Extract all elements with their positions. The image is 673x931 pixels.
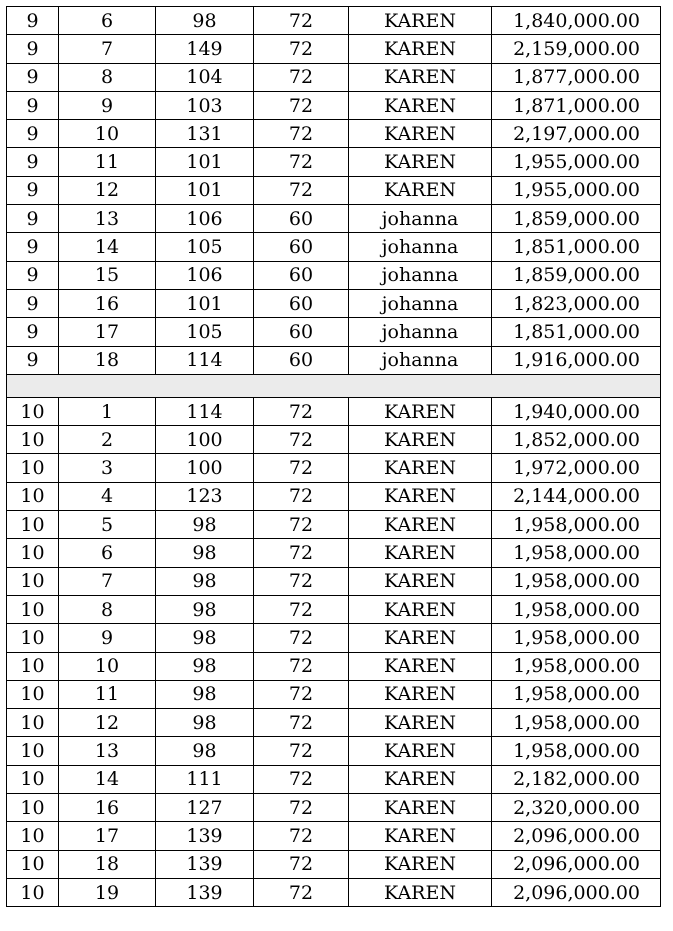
table-row	[7, 765, 661, 793]
amount-cell: 1,958,000.00	[492, 539, 661, 567]
amount-cell: 1,916,000.00	[492, 346, 661, 374]
amount-cell: 2,197,000.00	[492, 120, 661, 148]
col2-cell: 7	[59, 567, 156, 595]
table-row	[7, 454, 661, 482]
name-cell: KAREN	[349, 822, 492, 850]
col2-cell: 12	[59, 709, 156, 737]
col3-cell: 98	[156, 595, 254, 623]
col4-cell: 60	[254, 289, 349, 317]
name-cell: KAREN	[349, 567, 492, 595]
amount-cell: 1,851,000.00	[492, 233, 661, 261]
col4-cell: 72	[254, 7, 349, 35]
col3-cell: 131	[156, 120, 254, 148]
col4-cell: 60	[254, 233, 349, 261]
col2-cell: 1	[59, 397, 156, 425]
col4-cell: 72	[254, 91, 349, 119]
col4-cell: 72	[254, 426, 349, 454]
group-separator	[7, 374, 661, 397]
col2-cell: 6	[59, 7, 156, 35]
col1-cell: 10	[7, 539, 59, 567]
col2-cell: 8	[59, 63, 156, 91]
col2-cell: 3	[59, 454, 156, 482]
col3-cell: 111	[156, 765, 254, 793]
col1-cell: 10	[7, 426, 59, 454]
amount-cell: 1,851,000.00	[492, 318, 661, 346]
col2-cell: 2	[59, 426, 156, 454]
col2-cell: 16	[59, 794, 156, 822]
name-cell: KAREN	[349, 454, 492, 482]
col2-cell: 6	[59, 539, 156, 567]
name-cell: KAREN	[349, 624, 492, 652]
col4-cell: 72	[254, 624, 349, 652]
name-cell: KAREN	[349, 794, 492, 822]
col4-cell: 60	[254, 205, 349, 233]
amount-cell: 2,320,000.00	[492, 794, 661, 822]
amount-cell: 1,955,000.00	[492, 176, 661, 204]
col4-cell: 60	[254, 318, 349, 346]
col2-cell: 10	[59, 652, 156, 680]
col2-cell: 9	[59, 91, 156, 119]
amount-cell: 1,958,000.00	[492, 680, 661, 708]
amount-cell: 1,958,000.00	[492, 652, 661, 680]
col4-cell: 72	[254, 482, 349, 510]
amount-cell: 1,958,000.00	[492, 737, 661, 765]
col1-cell: 10	[7, 680, 59, 708]
col4-cell: 72	[254, 63, 349, 91]
col3-cell: 98	[156, 511, 254, 539]
col4-cell: 72	[254, 148, 349, 176]
table-row	[7, 176, 661, 204]
table-row	[7, 850, 661, 878]
col3-cell: 98	[156, 567, 254, 595]
col1-cell: 9	[7, 346, 59, 374]
col2-cell: 13	[59, 737, 156, 765]
col2-cell: 19	[59, 878, 156, 906]
col3-cell: 103	[156, 91, 254, 119]
col4-cell: 72	[254, 652, 349, 680]
col4-cell: 72	[254, 176, 349, 204]
group-separator-row	[7, 374, 661, 397]
col3-cell: 101	[156, 148, 254, 176]
amount-cell: 2,096,000.00	[492, 850, 661, 878]
amount-cell: 2,096,000.00	[492, 878, 661, 906]
col1-cell: 10	[7, 624, 59, 652]
table-row	[7, 878, 661, 906]
table-row	[7, 652, 661, 680]
col2-cell: 18	[59, 850, 156, 878]
col2-cell: 17	[59, 822, 156, 850]
col1-cell: 10	[7, 567, 59, 595]
col3-cell: 98	[156, 7, 254, 35]
col1-cell: 10	[7, 765, 59, 793]
col3-cell: 123	[156, 482, 254, 510]
col2-cell: 16	[59, 289, 156, 317]
amount-cell: 1,958,000.00	[492, 567, 661, 595]
col2-cell: 12	[59, 176, 156, 204]
col3-cell: 149	[156, 35, 254, 63]
name-cell: KAREN	[349, 91, 492, 119]
col2-cell: 14	[59, 233, 156, 261]
table-row	[7, 63, 661, 91]
name-cell: KAREN	[349, 426, 492, 454]
col1-cell: 10	[7, 737, 59, 765]
col3-cell: 139	[156, 878, 254, 906]
name-cell: KAREN	[349, 120, 492, 148]
col3-cell: 127	[156, 794, 254, 822]
table-row	[7, 822, 661, 850]
col3-cell: 114	[156, 346, 254, 374]
table-row	[7, 346, 661, 374]
amount-cell: 1,871,000.00	[492, 91, 661, 119]
amount-cell: 2,144,000.00	[492, 482, 661, 510]
table-row	[7, 567, 661, 595]
name-cell: johanna	[349, 318, 492, 346]
table-row	[7, 680, 661, 708]
col3-cell: 104	[156, 63, 254, 91]
col3-cell: 98	[156, 652, 254, 680]
amount-cell: 1,972,000.00	[492, 454, 661, 482]
table-row	[7, 709, 661, 737]
amount-cell: 1,940,000.00	[492, 397, 661, 425]
name-cell: KAREN	[349, 737, 492, 765]
name-cell: KAREN	[349, 511, 492, 539]
col4-cell: 72	[254, 454, 349, 482]
col4-cell: 72	[254, 680, 349, 708]
col1-cell: 10	[7, 454, 59, 482]
name-cell: KAREN	[349, 176, 492, 204]
amount-cell: 1,958,000.00	[492, 511, 661, 539]
col1-cell: 9	[7, 63, 59, 91]
table-row	[7, 120, 661, 148]
amount-cell: 2,182,000.00	[492, 765, 661, 793]
amount-cell: 1,958,000.00	[492, 709, 661, 737]
table-row	[7, 624, 661, 652]
name-cell: KAREN	[349, 878, 492, 906]
col1-cell: 9	[7, 91, 59, 119]
col1-cell: 9	[7, 176, 59, 204]
name-cell: KAREN	[349, 709, 492, 737]
col1-cell: 9	[7, 7, 59, 35]
name-cell: johanna	[349, 205, 492, 233]
table-row	[7, 205, 661, 233]
col1-cell: 10	[7, 794, 59, 822]
name-cell: KAREN	[349, 652, 492, 680]
name-cell: johanna	[349, 289, 492, 317]
col1-cell: 10	[7, 482, 59, 510]
col4-cell: 72	[254, 709, 349, 737]
name-cell: KAREN	[349, 482, 492, 510]
col3-cell: 106	[156, 205, 254, 233]
table-row	[7, 261, 661, 289]
amount-cell: 1,859,000.00	[492, 261, 661, 289]
col1-cell: 10	[7, 709, 59, 737]
name-cell: KAREN	[349, 7, 492, 35]
table-row	[7, 737, 661, 765]
col4-cell: 60	[254, 346, 349, 374]
col3-cell: 98	[156, 680, 254, 708]
col4-cell: 72	[254, 539, 349, 567]
col2-cell: 14	[59, 765, 156, 793]
col1-cell: 9	[7, 205, 59, 233]
col2-cell: 9	[59, 624, 156, 652]
col3-cell: 139	[156, 850, 254, 878]
col3-cell: 114	[156, 397, 254, 425]
col3-cell: 98	[156, 709, 254, 737]
name-cell: KAREN	[349, 539, 492, 567]
col3-cell: 101	[156, 176, 254, 204]
col1-cell: 10	[7, 850, 59, 878]
col1-cell: 9	[7, 318, 59, 346]
col1-cell: 10	[7, 822, 59, 850]
col3-cell: 101	[156, 289, 254, 317]
amount-cell: 1,877,000.00	[492, 63, 661, 91]
col1-cell: 9	[7, 233, 59, 261]
name-cell: johanna	[349, 233, 492, 261]
col1-cell: 9	[7, 289, 59, 317]
table-row	[7, 233, 661, 261]
col4-cell: 72	[254, 511, 349, 539]
name-cell: KAREN	[349, 35, 492, 63]
name-cell: johanna	[349, 261, 492, 289]
col4-cell: 72	[254, 567, 349, 595]
table-body	[7, 7, 661, 907]
table-row	[7, 595, 661, 623]
col4-cell: 72	[254, 850, 349, 878]
col4-cell: 60	[254, 261, 349, 289]
name-cell: KAREN	[349, 397, 492, 425]
col1-cell: 9	[7, 120, 59, 148]
col4-cell: 72	[254, 595, 349, 623]
table-row	[7, 318, 661, 346]
table-row	[7, 539, 661, 567]
table-row	[7, 148, 661, 176]
col3-cell: 98	[156, 539, 254, 567]
col2-cell: 4	[59, 482, 156, 510]
col4-cell: 72	[254, 822, 349, 850]
col4-cell: 72	[254, 35, 349, 63]
table-row	[7, 91, 661, 119]
col3-cell: 139	[156, 822, 254, 850]
amount-cell: 1,823,000.00	[492, 289, 661, 317]
col1-cell: 10	[7, 511, 59, 539]
col1-cell: 9	[7, 35, 59, 63]
amount-cell: 1,852,000.00	[492, 426, 661, 454]
col3-cell: 105	[156, 318, 254, 346]
col3-cell: 105	[156, 233, 254, 261]
table-row	[7, 7, 661, 35]
table-row	[7, 794, 661, 822]
col1-cell: 10	[7, 878, 59, 906]
name-cell: KAREN	[349, 850, 492, 878]
amount-cell: 2,096,000.00	[492, 822, 661, 850]
col1-cell: 9	[7, 261, 59, 289]
table-row	[7, 426, 661, 454]
amount-cell: 1,958,000.00	[492, 595, 661, 623]
col4-cell: 72	[254, 794, 349, 822]
name-cell: KAREN	[349, 595, 492, 623]
col2-cell: 11	[59, 680, 156, 708]
col3-cell: 100	[156, 454, 254, 482]
col1-cell: 10	[7, 397, 59, 425]
col4-cell: 72	[254, 397, 349, 425]
name-cell: KAREN	[349, 680, 492, 708]
col1-cell: 10	[7, 595, 59, 623]
amount-cell: 2,159,000.00	[492, 35, 661, 63]
col2-cell: 7	[59, 35, 156, 63]
name-cell: KAREN	[349, 63, 492, 91]
col4-cell: 72	[254, 878, 349, 906]
col2-cell: 13	[59, 205, 156, 233]
col3-cell: 100	[156, 426, 254, 454]
col2-cell: 10	[59, 120, 156, 148]
col1-cell: 10	[7, 652, 59, 680]
data-table	[6, 6, 661, 907]
col1-cell: 9	[7, 148, 59, 176]
col2-cell: 8	[59, 595, 156, 623]
name-cell: KAREN	[349, 148, 492, 176]
table-row	[7, 511, 661, 539]
name-cell: KAREN	[349, 765, 492, 793]
table-row	[7, 482, 661, 510]
col4-cell: 72	[254, 765, 349, 793]
table-row	[7, 35, 661, 63]
amount-cell: 1,859,000.00	[492, 205, 661, 233]
col4-cell: 72	[254, 737, 349, 765]
name-cell: johanna	[349, 346, 492, 374]
col3-cell: 98	[156, 624, 254, 652]
col2-cell: 15	[59, 261, 156, 289]
col2-cell: 17	[59, 318, 156, 346]
table-row	[7, 289, 661, 317]
col2-cell: 11	[59, 148, 156, 176]
col3-cell: 106	[156, 261, 254, 289]
col4-cell: 72	[254, 120, 349, 148]
amount-cell: 1,955,000.00	[492, 148, 661, 176]
col3-cell: 98	[156, 737, 254, 765]
amount-cell: 1,958,000.00	[492, 624, 661, 652]
amount-cell: 1,840,000.00	[492, 7, 661, 35]
col2-cell: 18	[59, 346, 156, 374]
col2-cell: 5	[59, 511, 156, 539]
table-row	[7, 397, 661, 425]
